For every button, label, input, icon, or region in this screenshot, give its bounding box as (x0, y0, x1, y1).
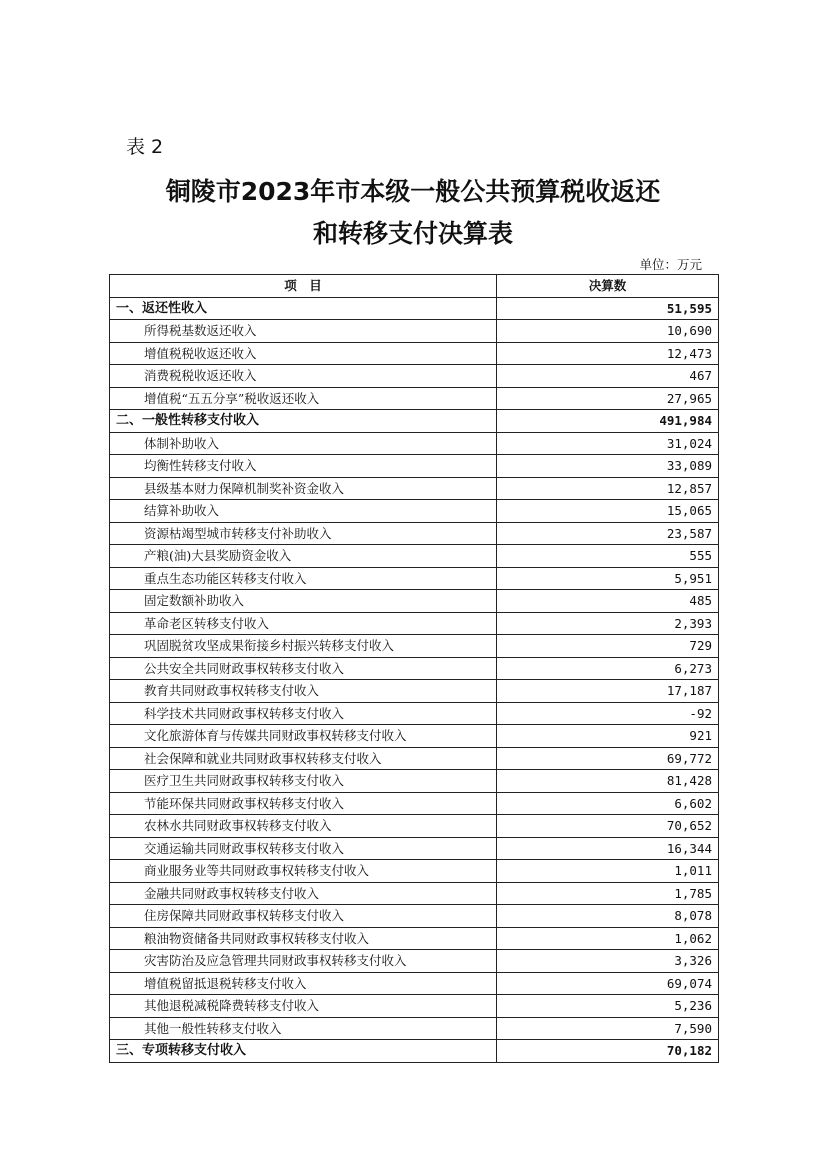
table-row (110, 837, 719, 860)
table-row (110, 387, 719, 410)
row-item-name: 消费税税收返还收入 (110, 365, 497, 388)
row-amount: 27,965 (497, 387, 719, 410)
table-row (110, 342, 719, 365)
row-item-name: 体制补助收入 (110, 432, 497, 455)
table-row (110, 522, 719, 545)
row-item-name: 二、一般性转移支付收入 (110, 410, 497, 433)
row-item-name: 固定数额补助收入 (110, 590, 497, 613)
row-amount: 467 (497, 365, 719, 388)
row-amount: 555 (497, 545, 719, 568)
row-item-name: 三、专项转移支付收入 (110, 1040, 497, 1063)
category-row (110, 297, 719, 320)
table-row (110, 365, 719, 388)
row-item-name: 增值税税收返还收入 (110, 342, 497, 365)
row-item-name: 粮油物资储备共同财政事权转移支付收入 (110, 927, 497, 950)
row-amount: 23,587 (497, 522, 719, 545)
row-item-name: 文化旅游体育与传媒共同财政事权转移支付收入 (110, 725, 497, 748)
row-amount: 7,590 (497, 1017, 719, 1040)
row-amount: 16,344 (497, 837, 719, 860)
page-title-line2: 和转移支付决算表 (312, 219, 513, 248)
row-item-name: 住房保障共同财政事权转移支付收入 (110, 905, 497, 928)
row-item-name: 金融共同财政事权转移支付收入 (110, 882, 497, 905)
table-row (110, 927, 719, 950)
row-item-name: 产粮(油)大县奖励资金收入 (110, 545, 497, 568)
row-item-name: 社会保障和就业共同财政事权转移支付收入 (110, 747, 497, 770)
row-amount: 3,326 (497, 950, 719, 973)
row-amount: 6,602 (497, 792, 719, 815)
row-item-name: 公共安全共同财政事权转移支付收入 (110, 657, 497, 680)
category-row (110, 1040, 719, 1063)
table-row (110, 725, 719, 748)
row-item-name: 增值税“五五分享”税收返还收入 (110, 387, 497, 410)
row-amount: 15,065 (497, 500, 719, 523)
row-amount: 31,024 (497, 432, 719, 455)
row-item-name: 增值税留抵退税转移支付收入 (110, 972, 497, 995)
row-amount: 5,951 (497, 567, 719, 590)
row-amount: 17,187 (497, 680, 719, 703)
header-item: 项 目 (110, 275, 497, 298)
table-row (110, 455, 719, 478)
row-amount: 81,428 (497, 770, 719, 793)
table-row (110, 320, 719, 343)
table-row (110, 860, 719, 883)
row-amount: 70,182 (497, 1040, 719, 1063)
table-row (110, 680, 719, 703)
row-item-name: 灾害防治及应急管理共同财政事权转移支付收入 (110, 950, 497, 973)
table-row (110, 747, 719, 770)
table-row (110, 635, 719, 658)
table-row (110, 1017, 719, 1040)
row-amount: 51,595 (497, 297, 719, 320)
table-row (110, 792, 719, 815)
table-label: 表 2 (126, 136, 164, 158)
page-title: 铜陵市2023年市本级一般公共预算税收返还 (165, 177, 661, 206)
row-amount: 491,984 (497, 410, 719, 433)
row-item-name: 农林水共同财政事权转移支付收入 (110, 815, 497, 838)
row-amount: 70,652 (497, 815, 719, 838)
row-amount: 69,772 (497, 747, 719, 770)
row-item-name: 重点生态功能区转移支付收入 (110, 567, 497, 590)
table-row (110, 477, 719, 500)
table-row (110, 882, 719, 905)
row-amount: 485 (497, 590, 719, 613)
category-row (110, 410, 719, 433)
row-amount: 921 (497, 725, 719, 748)
table-header-row (110, 275, 719, 298)
table-row (110, 995, 719, 1018)
row-item-name: 巩固脱贫攻坚成果衔接乡村振兴转移支付收入 (110, 635, 497, 658)
row-amount: 69,074 (497, 972, 719, 995)
row-amount: 10,690 (497, 320, 719, 343)
row-item-name: 一、返还性收入 (110, 297, 497, 320)
table-row (110, 950, 719, 973)
table-row (110, 657, 719, 680)
table-row (110, 905, 719, 928)
row-amount: 5,236 (497, 995, 719, 1018)
row-amount: 1,062 (497, 927, 719, 950)
row-amount: 2,393 (497, 612, 719, 635)
row-item-name: 教育共同财政事权转移支付收入 (110, 680, 497, 703)
row-amount: 12,857 (497, 477, 719, 500)
unit-label: 单位：万元 (639, 257, 702, 272)
row-item-name: 节能环保共同财政事权转移支付收入 (110, 792, 497, 815)
budget-table (109, 274, 719, 1063)
row-item-name: 医疗卫生共同财政事权转移支付收入 (110, 770, 497, 793)
row-item-name: 商业服务业等共同财政事权转移支付收入 (110, 860, 497, 883)
row-item-name: 交通运输共同财政事权转移支付收入 (110, 837, 497, 860)
row-item-name: 资源枯竭型城市转移支付补助收入 (110, 522, 497, 545)
row-amount: 33,089 (497, 455, 719, 478)
row-item-name: 其他一般性转移支付收入 (110, 1017, 497, 1040)
row-item-name: 革命老区转移支付收入 (110, 612, 497, 635)
table-row (110, 612, 719, 635)
table-row (110, 500, 719, 523)
row-item-name: 均衡性转移支付收入 (110, 455, 497, 478)
row-amount: 6,273 (497, 657, 719, 680)
row-amount: 729 (497, 635, 719, 658)
row-amount: -92 (497, 702, 719, 725)
row-amount: 12,473 (497, 342, 719, 365)
row-item-name: 其他退税减税降费转移支付收入 (110, 995, 497, 1018)
row-item-name: 县级基本财力保障机制奖补资金收入 (110, 477, 497, 500)
table-row (110, 590, 719, 613)
row-amount: 1,011 (497, 860, 719, 883)
table-row (110, 972, 719, 995)
table-row (110, 770, 719, 793)
table-body (110, 297, 719, 1062)
row-amount: 1,785 (497, 882, 719, 905)
table-row (110, 815, 719, 838)
table-row (110, 567, 719, 590)
table-row (110, 545, 719, 568)
row-item-name: 科学技术共同财政事权转移支付收入 (110, 702, 497, 725)
row-amount: 8,078 (497, 905, 719, 928)
table-row (110, 432, 719, 455)
table-row (110, 702, 719, 725)
row-item-name: 所得税基数返还收入 (110, 320, 497, 343)
row-item-name: 结算补助收入 (110, 500, 497, 523)
header-amount: 决算数 (497, 275, 719, 298)
